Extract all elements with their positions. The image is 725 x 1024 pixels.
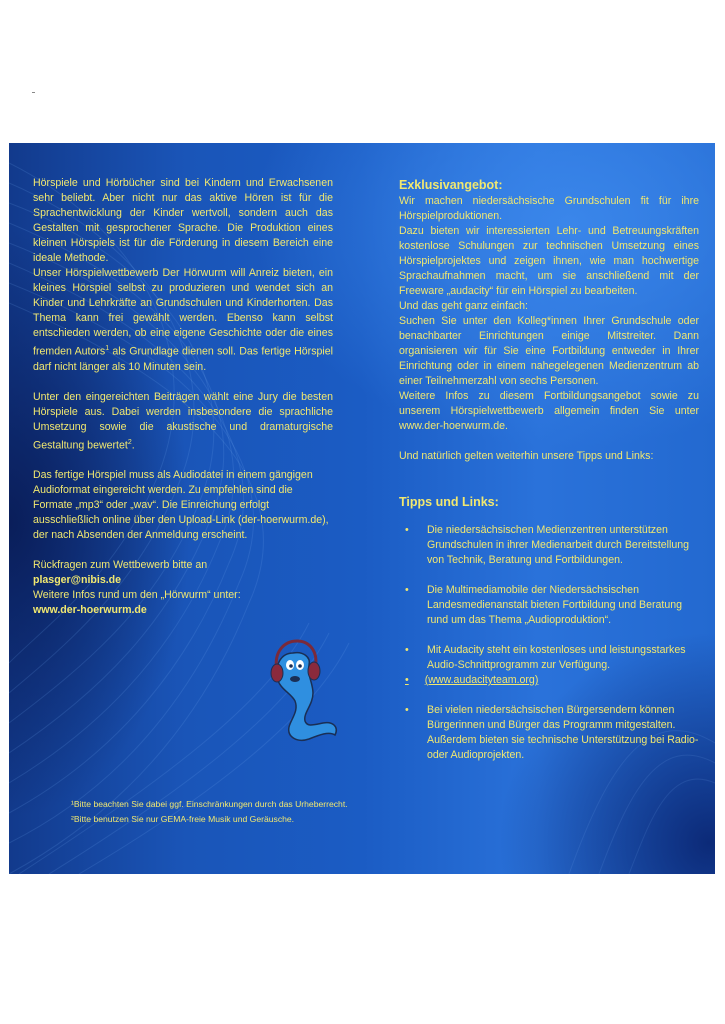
contact-intro: Rückfragen zum Wettbewerb bitte an (33, 559, 208, 572)
contest-paragraph (33, 266, 333, 375)
tip-text: Bei vielen niedersächsischen Bürgersendern können Bürgerinnen und Bürger das Programm mitgestalten. Außerdem bieten sie technische Unterstützung bei Radio- oder Audioprojekten. (427, 704, 699, 761)
right-column (399, 177, 699, 778)
jury-text-end: . (131, 439, 135, 452)
intro-paragraph: Hörspiele und Hörbücher sind bei Kindern und Erwachsenen sehr beliebt. Aber nicht nur das aktive Hören ist für die Sprachentwicklung der Kinder wertvoll, sondern auch das Gestalten mit gesprochener Sprache. Die Produktion eines kleinen Hörspiels ist für die Förderung in diesem Bereich eine ideale Methode. (33, 177, 333, 264)
footnotes (71, 799, 361, 828)
footnote-1: ¹Bitte beachten Sie dabei ggf. Einschränkungen durch das Urheberrecht. (71, 799, 348, 809)
offer-more-info: Weitere Infos zu diesem Fortbildungsangebot sowie zu unserem Hörspielwettbewerb allgemein finden Sie unter www.der-hoerwurm.de. (399, 390, 699, 432)
offer-heading: Exklusivangebot: (399, 178, 503, 192)
footnote-2: ²Bitte benutzen Sie nur GEMA-freie Musik und Geräusche. (71, 813, 295, 824)
list-item (399, 583, 699, 628)
jury-paragraph (33, 390, 333, 454)
footnote-ref-2: 2 (127, 438, 132, 446)
offer-intro: Wir machen niedersächsische Grundschulen fit für ihre Hörspielproduktionen. (399, 195, 699, 222)
contact-more-info: Weitere Infos rund um den „Hörwurm“ unter: (33, 589, 241, 602)
audacity-link[interactable] (399, 674, 538, 686)
tips-list (399, 523, 699, 763)
offer-tips-note: Und natürlich gelten weiterhin unsere Tipps und Links: (399, 450, 654, 462)
list-item (399, 643, 699, 688)
offer-easy: Und das geht ganz einfach: (399, 300, 528, 312)
tip-text: Die niedersächsischen Medienzentren unterstützen Grundschulen in ihrer Medienarbeit durch Bereitstellung von Technik, Beratung und Fortbildungen. (427, 524, 690, 566)
scan-speck (32, 92, 35, 93)
footnote-ref-1: 1 (105, 345, 110, 352)
contact-email-link[interactable]: plasger@nibis.de (33, 574, 122, 587)
tip-text: Mit Audacity steht ein kostenloses und leistungsstarkes Audio-Schnittprogramm zur Verfügung. (427, 644, 686, 671)
bullet: • (405, 674, 409, 686)
tips-heading: Tipps und Links: (399, 495, 499, 509)
worm-with-headphones-icon (263, 635, 349, 745)
contest-text: Unser Hörspielwettbewerb Der Hörwurm will Anreiz bieten, ein kleines Hörspiel selbst zu produzieren und wendet sich an Kinder und Lehrkräfte an Grundschulen und Kinderhorten. Das Thema kann frei gewählt werden. Ebenso kann selbst entschieden werden, ob eine eigene Geschichte oder die eines fremden Autors (33, 267, 333, 358)
offer-training: Dazu bieten wir interessierten Lehr- und Betreuungskräften kostenlose Schulungen zur technischen Umsetzung eines Hörspielprojektes und zeigen ihnen, wie man hochwertige Sprachaufnahmen macht, um sie anschließend mit der Freeware „audacity“ für ein Hörspiel zu bearbeiten. (399, 225, 699, 297)
offer-howto: Suchen Sie unter den Kolleg*innen Ihrer Grundschule oder benachbarter Einrichtungen einige Mitstreiter. Dann organisieren wir für Sie eine Fortbildung entweder in Ihrer Einrichtung oder in einem nahegelegenen Medienzentrum ab einer Teilnehmerzahl von sechs Personen. (399, 315, 699, 387)
tip-text: Die Multimediamobile der Niedersächsischen Landesmedienanstalt bieten Fortbildung und Beratung rund um das Thema „Audioproduktion“. (427, 584, 683, 626)
flyer-panel (9, 143, 715, 874)
left-column (33, 176, 333, 618)
bullet: • (405, 644, 409, 656)
contact-website-link[interactable]: www.der-hoerwurm.de (33, 604, 147, 617)
bullet: • (405, 524, 409, 536)
audacity-link-text[interactable]: (www.audacityteam.org) (424, 674, 539, 686)
jury-text: Unter den eingereichten Beiträgen wählt eine Jury die besten Hörspiele aus. Dabei werden insbesondere die sprachliche Umsetzung sowie die akustische und dramaturgische Gestaltung bewertet (33, 390, 333, 452)
bullet: • (405, 704, 409, 716)
submission-paragraph: Das fertige Hörspiel muss als Audiodatei in einem gängigen Audioformat eingereicht werden. Zu empfehlen sind die Formate „mp3“ oder „wav“. Die Einreichung erfolgt ausschließlich online über den Upload-Link (der-hoerwurm.de), der nach Absenden der Anmeldung erscheint. (33, 469, 329, 542)
list-item (399, 703, 699, 763)
list-item (399, 523, 699, 568)
contest-text-end: als Grundlage dienen soll. Das fertige Hörspiel darf nicht länger als 10 Minuten sein. (33, 345, 333, 373)
bullet: • (405, 584, 409, 596)
